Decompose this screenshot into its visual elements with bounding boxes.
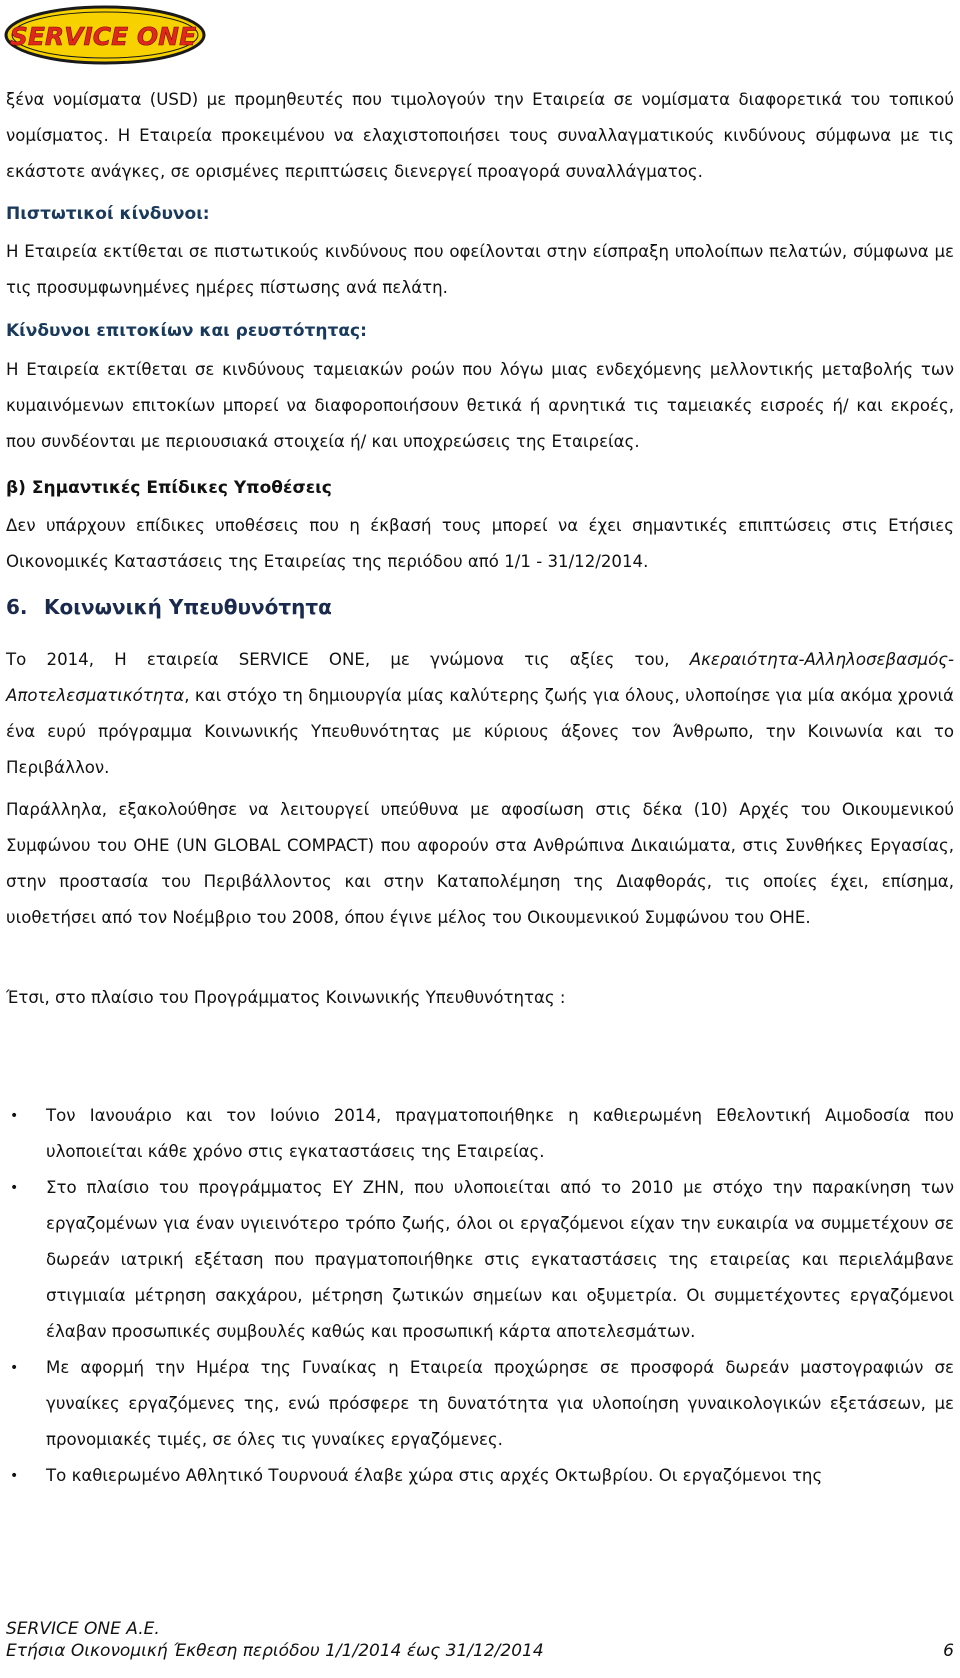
csr-paragraph-2: Παράλληλα, εξακολούθησε να λειτουργεί υπεύθυνα με αφοσίωση στις δέκα (10) Αρχές του Οικουμενικού Συμφώνου του ΟΗΕ (UN GLOBAL COMPACT) που αφορούν στα Ανθρώπινα Δικαιώματα, στις Συνθήκες Εργασίας, στην προστασία του Περιβάλλοντος και στην Καταπολέμηση της Διαφθοράς, τις οποίες έχει, επίσημα, υιοθετήσει από τον Νοέμβριο του 2008, όπου έγινε μέλος του Οικουμενικού Συμφώνου του ΟΗΕ. — [6, 800, 954, 927]
bullet-text: Στο πλαίσιο του προγράμματος ΕΥ ΖΗΝ, που υλοποιείται από το 2010 με στόχο την παρακίνηση των εργαζομένων για έναν υγιεινότερο τρόπο ζωής, όλοι οι εργαζόμενοι είχαν την ευκαιρία να συμμετέχουν σε δωρεάν ιατρική εξέταση που πραγματοποιήθηκε στις εγκαταστάσεις της εταιρείας και περιελάμβανε στιγμιαία μέτρηση σακχάρου, μέτρηση ζωτικών σημείων και οξυμετρία. Οι συμμετέχοντες εργαζόμενοι έλαβαν προσωπικές συμβουλές καθώς και προσωπική κάρτα αποτελεσμάτων. — [46, 1178, 954, 1341]
csr-p1-end: , και στόχο τη δημιουργία μίας καλύτερης ζωής για όλους, υλοποίησε για μία ακόμα χρονιά ένα ευρύ πρόγραμμα Κοινωνικής Υπευθυνότητας με κύριους άξονες τον Άνθρωπο, την Κοινωνία και το Περιβάλλον. — [6, 686, 954, 777]
csr-paragraph-1 — [6, 642, 954, 786]
bullet-icon: • — [10, 1360, 19, 1376]
csr-bullet-item — [6, 1350, 954, 1458]
csr-bullet-item — [6, 1458, 954, 1494]
bullet-text: Τον Ιανουάριο και τον Ιούνιο 2014, πραγματοποιήθηκε η καθιερωμένη Εθελοντική Αιμοδοσία που υλοποιείται κάθε χρόνο στις εγκαταστάσεις της Εταιρείας. — [46, 1106, 954, 1161]
section-heading — [6, 592, 332, 622]
credit-risk-paragraph: Η Εταιρεία εκτίθεται σε πιστωτικούς κινδύνους που οφείλονται στην είσπραξη υπολοίπων πελατών, σύμφωνα με τις προσυμφωνημένες ημέρες πίστωσης ανά πελάτη. — [6, 242, 954, 297]
fx-risk-paragraph: ξένα νομίσματα (USD) με προμηθευτές που τιμολογούν την Εταιρεία σε νομίσματα διαφορετικά του τοπικού νομίσματος. Η Εταιρεία προκειμένου να ελαχιστοποιήσει τους συναλλαγματικούς κινδύνους σύμφωνα με τις εκάστοτε ανάγκες, σε ορισμένες περιπτώσεις διενεργεί προαγορά συναλλάγματος. — [6, 90, 954, 181]
csr-bullet-list — [6, 1098, 954, 1494]
page-number: 6 — [943, 1641, 954, 1661]
section-number: 6. — [6, 595, 28, 619]
interest-risk-heading: Κίνδυνοι επιτοκίων και ρευστότητας: — [6, 321, 367, 341]
logo-wordmark: SERVICE ONE — [9, 22, 197, 51]
csr-p1-start: Το 2014, Η εταιρεία SERVICE ONE, με γνώμονα τις αξίες του, — [6, 650, 690, 669]
csr-bullet-item — [6, 1170, 954, 1350]
bullet-text: Με αφορμή την Ημέρα της Γυναίκας η Εταιρεία προχώρησε σε προσφορά δωρεάν μαστογραφιών σε γυναίκες εργαζόμενες της, ενώ πρόσφερε τη δυνατότητα για υλοποίηση γυναικολογικών εξετάσεων, με προνομιακές τιμές, σε όλες τις γυναίκες εργαζόμενες. — [46, 1358, 954, 1449]
page-footer — [6, 1618, 954, 1662]
footer-company: SERVICE ONE A.E. — [6, 1619, 160, 1639]
litigation-paragraph: Δεν υπάρχουν επίδικες υποθέσεις που η έκβασή τους μπορεί να έχει σημαντικές επιπτώσεις στις Ετήσιες Οικονομικές Καταστάσεις της Εταιρείας της περιόδου από 1/1 - 31/12/2014. — [6, 516, 954, 571]
interest-risk-paragraph: Η Εταιρεία εκτίθεται σε κινδύνους ταμειακών ροών που λόγω μιας ενδεχόμενης μελλοντικής μεταβολής των κυμαινόμενων επιτοκίων μπορεί να διαφοροποιήσουν θετικά ή αρνητικά τις ταμειακές εισροές ή/ και εκροές, που συνδέονται με περιουσιακά στοιχεία ή/ και υποχρεώσεις της Εταιρείας. — [6, 360, 954, 451]
litigation-heading: β) Σημαντικές Επίδικες Υποθέσεις — [6, 478, 332, 498]
bullet-icon: • — [10, 1180, 19, 1196]
footer-report-title: Ετήσια Οικονομική Έκθεση περιόδου 1/1/2014 έως 31/12/2014 — [6, 1641, 544, 1661]
bullet-text: Το καθιερωμένο Αθλητικό Τουρνουά έλαβε χώρα στις αρχές Οκτωβρίου. Οι εργαζόμενοι της — [46, 1466, 823, 1485]
credit-risk-heading: Πιστωτικοί κίνδυνοι: — [6, 204, 210, 224]
company-logo — [2, 2, 214, 68]
csr-bullet-item — [6, 1098, 954, 1170]
csr-paragraph-3: Έτσι, στο πλαίσιο του Προγράμματος Κοινωνικής Υπευθυνότητας : — [6, 988, 566, 1007]
bullet-icon: • — [10, 1468, 19, 1484]
bullet-icon: • — [10, 1108, 19, 1124]
section-title: Κοινωνική Υπευθυνότητα — [44, 595, 332, 619]
csr-values-italic: Ακεραιότητα-Αλληλοσεβασμός-Αποτελεσματικότητα — [6, 650, 954, 705]
